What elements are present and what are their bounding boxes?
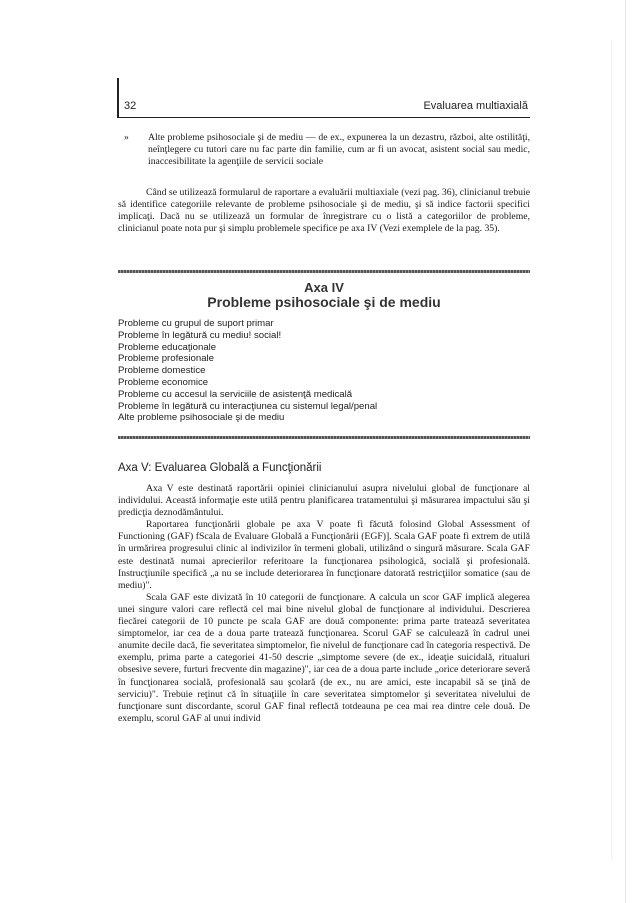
body-paragraph: Scala GAF este divizată în 10 categorii de funcţionare. A calcula un scor GAF implică alegerea unei singure valori care reflectă cel mai bine nivelul global de funcţionare al individului. Descrierea fiecărei categorii de 10 puncte pe scala GAF are două componente: prima parte tratează severitatea simptomelor, iar cea de a doua parte tratează funcţionarea. Scorul GAF se calculează în cadrul unei anumite decile dacă, fie severitatea simptomelor, fie nivelul de funcţionare cad în categoria respectivă. De exemplu, prima parte a categoriei 41-50 descrie „simptome severe (de ex., ideaţie suicidală, ritualuri obsesive severe, furturi frecvente din magazine)", iar cea de a doua parte include „orice deteriorare severă în funcţionarea socială, profesională sau şcolară (de ex., nu are amici, este incapabil să se ţină de serviciu)". Trebuie reţinut că în situaţiile în care severitatea simptomelor şi severitatea nivelului de funcţionare sunt discordante, scorul GAF final reflectă totdeauna pe cea mai rea dintre cele două. De exemplu, scorul GAF al unui individ: [118, 591, 530, 724]
page-number: 32: [124, 100, 137, 112]
axis-box-top-band: [118, 270, 530, 273]
list-item: Probleme domestice: [118, 365, 206, 377]
list-item: Probleme cu grupul de suport primar: [118, 318, 274, 329]
header-rule: [118, 117, 530, 118]
running-title: Evaluarea multiaxială: [423, 100, 528, 112]
list-item: Probleme cu accesul la serviciile de asistenţă medicală: [118, 388, 353, 400]
axis-problem-list: [118, 318, 530, 424]
list-item: Probleme în legătură cu interacţiunea cu sistemul legal/penal: [118, 400, 378, 412]
body-paragraph: Raportarea funcţionării globale pe axa V poate fi făcută folosind Global Assessment of Functioning (GAF) fScala de Evaluare Globală a Funcţionării (EGF)]. Scala GAF poate fi extrem de utilă în urmărirea progresului clinic al indivizilor în termeni globali, utilizând o singură măsurare. Scala GAF este destinată numai aprecierilor referitoare la funcţionarea psihologică, socială şi profesională. Instrucţiunile specifică „a nu se include deteriorarea în funcţionare datorată restricţiilor somatice (sau de mediu)".: [118, 519, 530, 591]
bullet-item: [124, 132, 530, 169]
list-item: Probleme economice: [118, 376, 209, 388]
list-item: Alte probleme psihosociale şi de mediu: [118, 412, 285, 424]
intro-paragraph: Când se utilizează formularul de raportare a evaluării multiaxiale (vezi pag. 36), clinicianul trebuie să identifice categoriile relevante de probleme psihosociale şi de mediu, şi să indice factorii specifici implicaţi. Dacă nu se utilizează un formular de înregistrare cu o listă a categoriilor de probleme, clinicianul poate nota pur şi simplu problemele specifice pe axa IV (Vezi exemplele de la pag. 35).: [118, 187, 530, 234]
axis-box-title: Axa IV: [304, 280, 344, 295]
margin-mark: [117, 78, 119, 118]
scan-edge-line: [625, 0, 626, 903]
bullet-text: Alte probleme psihosociale şi de mediu — de ex., expunerea la un dezastru, război, alte ostilităţi, neînţlegere cu tutori care nu fac parte din familie, cum ar fi un avocat, asistent social sau medic, inaccesibilitate la agenţiile de servicii sociale: [148, 132, 530, 168]
section-heading: Axa V: Evaluarea Globală a Funcţionării: [118, 462, 322, 474]
axis-box-subtitle: Probleme psihosociale şi de mediu: [207, 294, 441, 310]
bullet-marker: »: [124, 132, 129, 143]
list-item: Probleme profesionale: [118, 353, 214, 365]
scan-edge-line: [611, 40, 612, 860]
list-item: Probleme educaţionale: [118, 341, 217, 353]
axis-box-bottom-band: [118, 436, 530, 439]
list-item: Probleme în legătură cu mediu! social!: [118, 329, 282, 341]
running-header: [124, 97, 528, 115]
section-body: [118, 483, 530, 725]
body-paragraph: Axa V este destinată raportării opiniei clinicianului asupra nivelului global de funcţionare al individului. Această informaţie este utilă pentru planificarea tratamentului şi măsurarea impactului său şi predicţia deznodământului.: [118, 483, 530, 519]
